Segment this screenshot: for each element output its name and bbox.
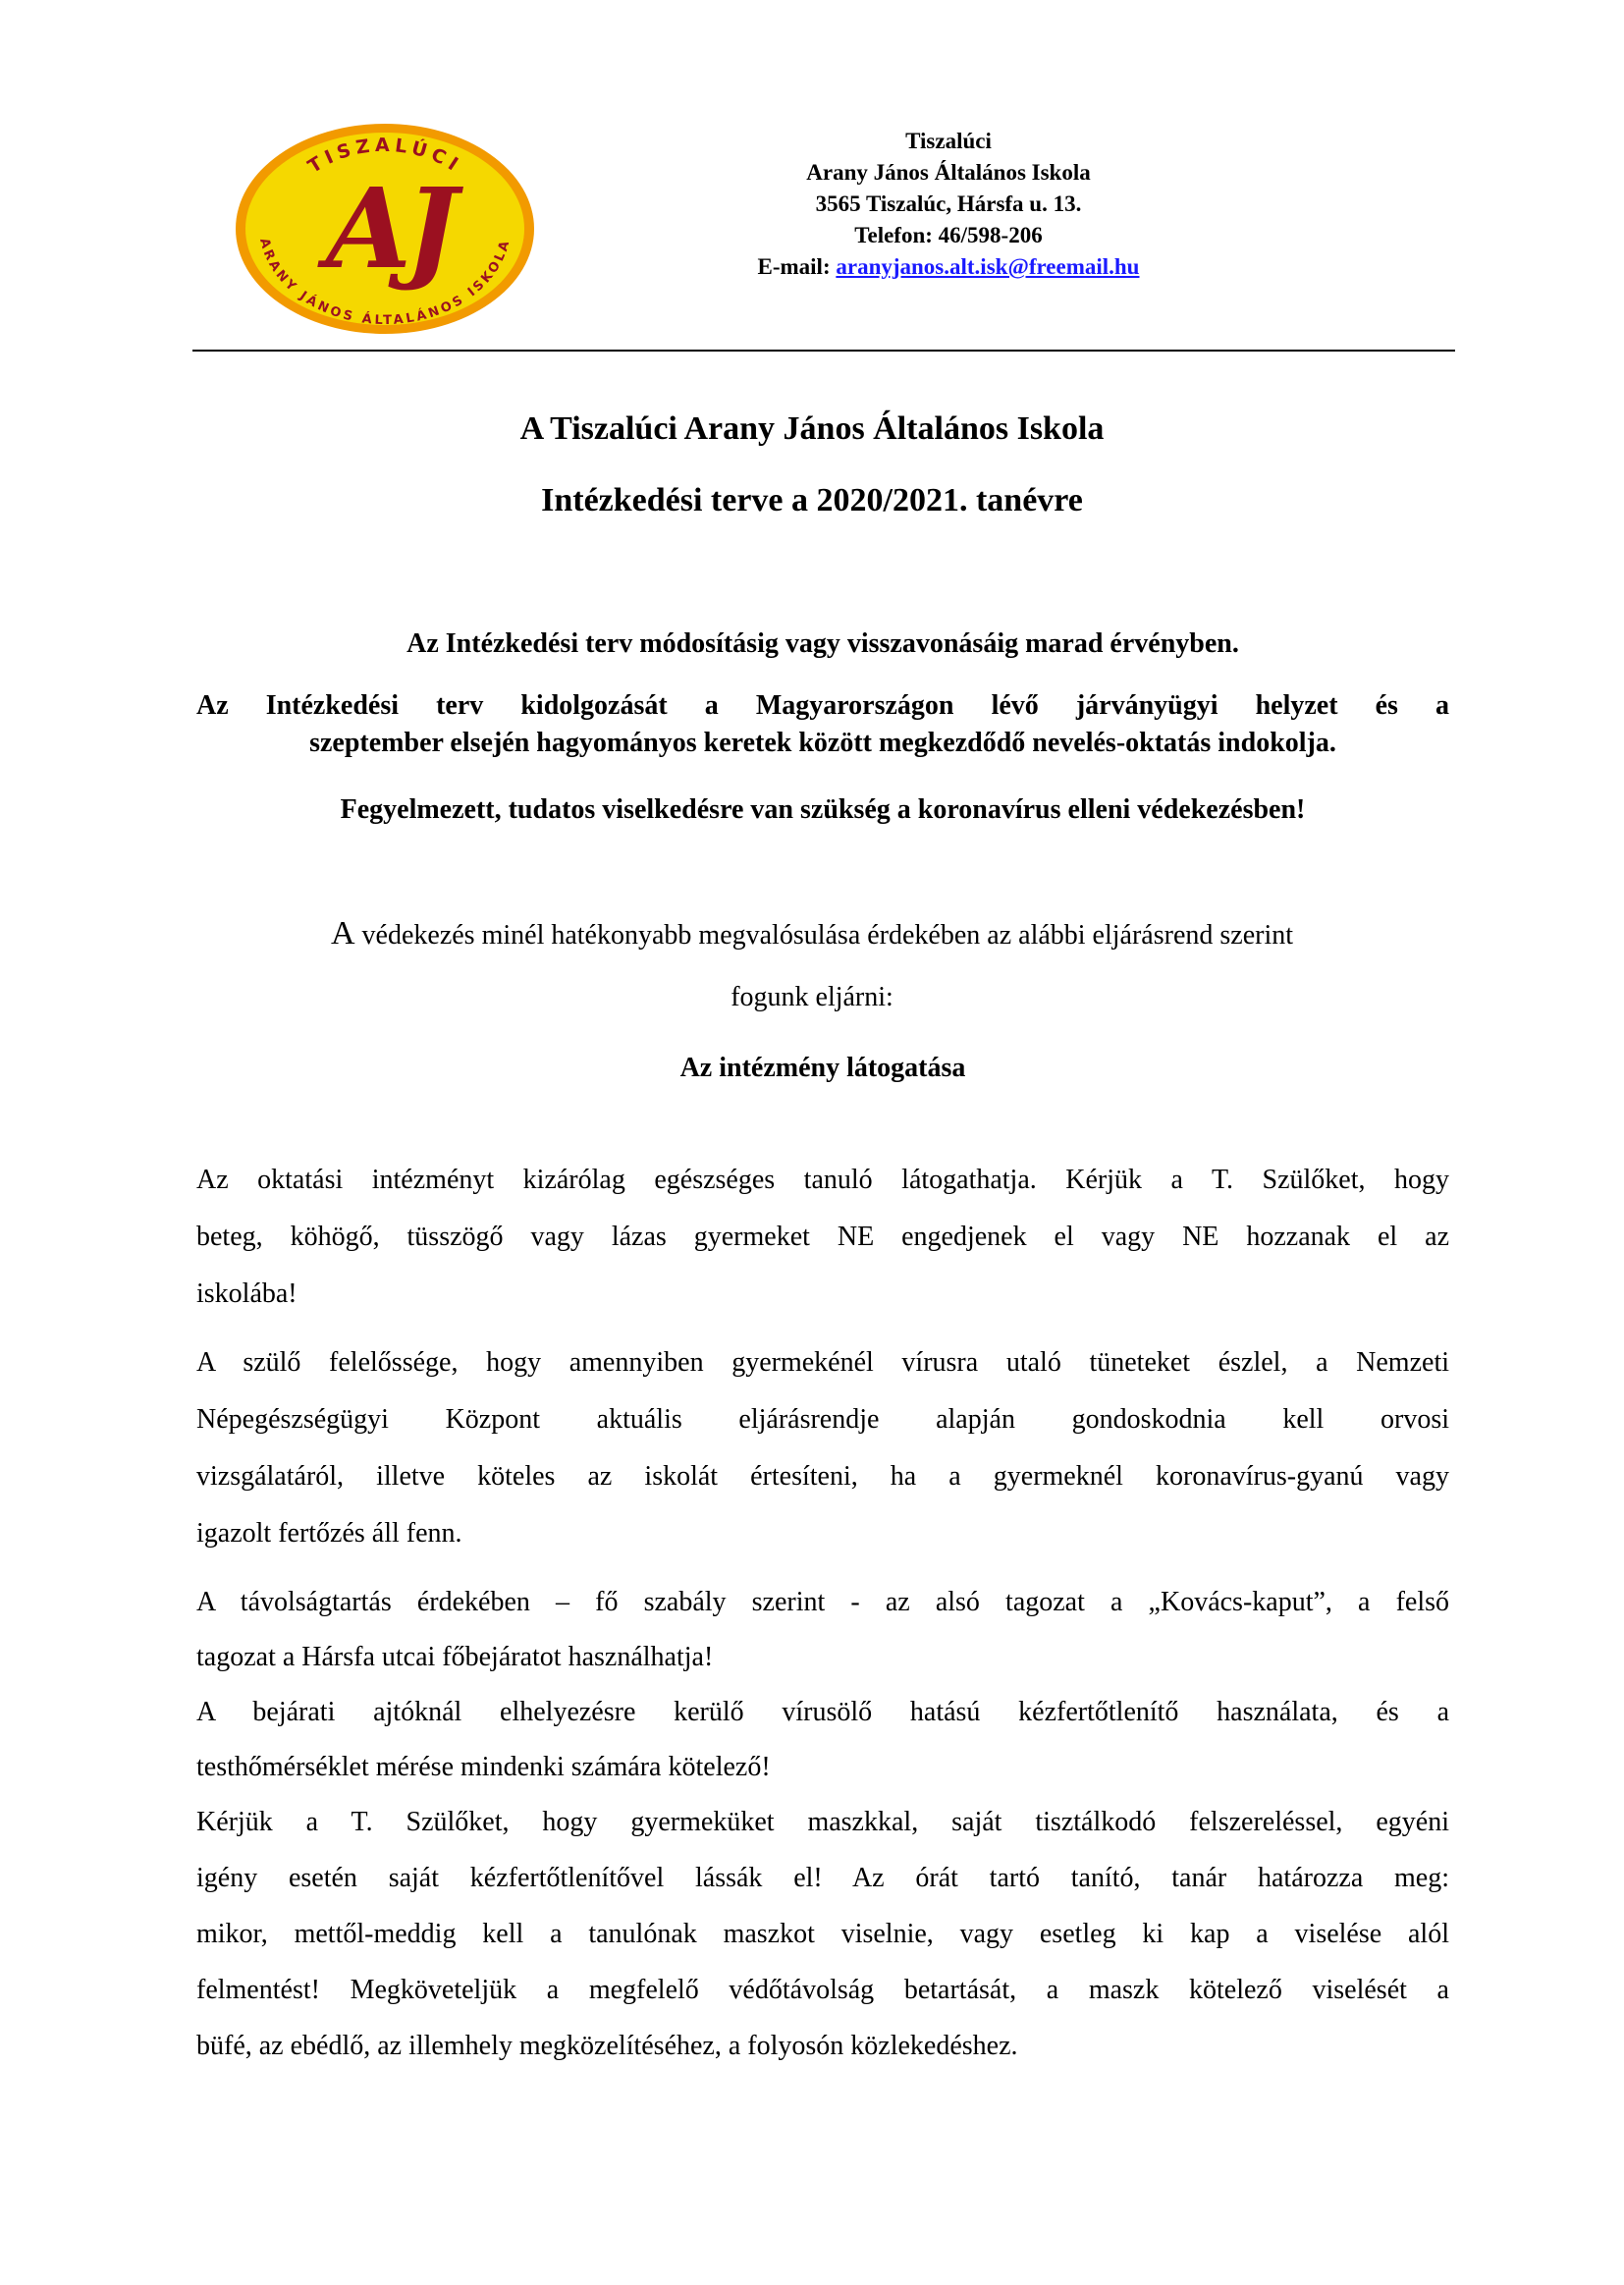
paragraph-3-line: A bejárati ajtóknál elhelyezésre kerülő vírusölő hatású kézfertőtlenítő használata, és a — [196, 1697, 1449, 1727]
intro-line-1-text: védekezés minél hatékonyabb megvalósulása érdekében az alábbi eljárásrend szerint — [354, 920, 1294, 951]
paragraph-2-line: Népegészségügyi Központ aktuális eljárásrendje alapján gondoskodnia kell orvosi — [196, 1404, 1449, 1435]
document-title-line-2: Intézkedési terve a 2020/2021. tanévre — [541, 482, 1083, 518]
school-logo — [232, 120, 538, 338]
logo-top-text: TISZALÚCI — [303, 134, 466, 178]
paragraph-2-line: igazolt fertőzés áll fenn. — [196, 1518, 462, 1549]
logo-monogram: AJ — [326, 165, 452, 294]
paragraph-1-line: beteg, köhögő, tüsszögő vagy lázas gyermeket NE engedjenek el vagy NE hozzanak el az — [196, 1222, 1449, 1252]
letterhead-phone: Telefon: 46/598-206 — [854, 223, 1043, 247]
paragraph-1-line: iskolába! — [196, 1279, 298, 1309]
letterhead-town: Tiszalúci — [905, 129, 992, 153]
reason-notice-line-2: szeptember elsején hagyományos keretek között megkezdődő nevelés-oktatás indokolja. — [309, 728, 1336, 758]
reason-notice — [196, 687, 1449, 762]
letterhead-address: 3565 Tiszalúc, Hársfa u. 13. — [815, 191, 1082, 216]
discipline-notice: Fegyelmezett, tudatos viselkedésre van szükség a koronavírus elleni védekezésben! — [340, 794, 1306, 825]
paragraph-1 — [196, 1152, 1449, 1323]
logo-bottom-text: ARANY JÁNOS ÁLTALÁNOS ISKOLA — [256, 237, 514, 329]
letterhead — [550, 126, 1347, 283]
intro-first-letter: A — [330, 915, 355, 952]
paragraph-2 — [196, 1334, 1449, 1562]
school-logo-emblem — [232, 120, 538, 338]
reason-notice-line-1: Az Intézkedési terv kidolgozását a Magyarországon lévő járványügyi helyzet és a — [196, 690, 1449, 721]
letterhead-email-line — [550, 251, 1347, 283]
paragraph-1-line: Az oktatási intézményt kizárólag egészséges tanuló látogathatja. Kérjük a T. Szülőket, hogy — [196, 1165, 1449, 1195]
intro-line-1 — [0, 915, 1624, 952]
document-title-line-1: A Tiszalúci Arany János Általános Iskola — [519, 410, 1105, 447]
paragraph-3-line: testhőmérséklet mérése mindenki számára kötelező! — [196, 1752, 771, 1782]
paragraph-3-line: A távolságtartás érdekében – fő szabály szerint - az alsó tagozat a „Kovács-kaput”, a felső — [196, 1587, 1449, 1617]
email-label: E-mail: — [757, 254, 837, 279]
paragraph-2-line: A szülő felelőssége, hogy amennyiben gyermekénél vírusra utaló tüneteket észlel, a Nemzeti — [196, 1347, 1449, 1378]
header-divider — [192, 350, 1455, 352]
paragraph-3-line: büfé, az ebédlő, az illemhely megközelítéséhez, a folyosón közlekedéshez. — [196, 2031, 1018, 2061]
paragraph-3-line: mikor, mettől-meddig kell a tanulónak maszkot viselnie, vagy esetleg ki kap a viselése alól — [196, 1919, 1449, 1949]
paragraph-3-line: Kérjük a T. Szülőket, hogy gyermeküket maszkkal, saját tisztálkodó felszereléssel, egyéni — [196, 1807, 1449, 1837]
paragraph-2-line: vizsgálatáról, illetve köteles az iskolát értesíteni, ha a gyermeknél koronavírus-gyanú vagy — [196, 1461, 1449, 1492]
paragraph-3-line: tagozat a Hársfa utcai főbejáratot használhatja! — [196, 1642, 714, 1672]
paragraph-3 — [196, 1574, 1449, 2074]
paragraph-3-line: felmentést! Megköveteljük a megfelelő védőtávolság betartását, a maszk kötelező viselését a — [196, 1975, 1449, 2005]
section-heading: Az intézmény látogatása — [679, 1053, 966, 1083]
email-link[interactable]: aranyjanos.alt.isk@freemail.hu — [836, 254, 1140, 279]
letterhead-school-name: Arany János Általános Iskola — [806, 160, 1091, 185]
paragraph-3-line: igény esetén saját kézfertőtlenítővel lássák el! Az órát tartó tanító, tanár határozza meg: — [196, 1863, 1449, 1893]
validity-notice: Az Intézkedési terv módosításig vagy visszavonásáig marad érvényben. — [406, 628, 1239, 659]
intro-line-2: fogunk eljárni: — [731, 982, 893, 1012]
